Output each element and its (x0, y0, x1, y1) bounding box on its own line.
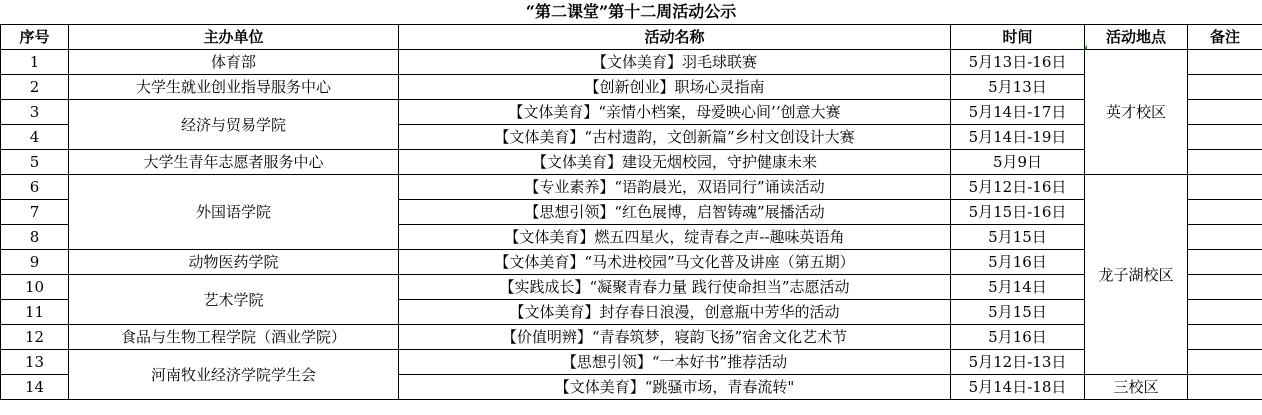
row-no: 14 (1, 375, 69, 400)
remark-cell (1188, 100, 1262, 125)
remark-cell (1188, 375, 1262, 400)
row-time: 5月15日 (951, 225, 1085, 250)
row-time: 5月14日-17日 (951, 100, 1085, 125)
row-no: 3 (1, 100, 69, 125)
row-name: 【文体美育】羽毛球联赛 (399, 50, 951, 75)
row-org: 大学生青年志愿者服务中心 (69, 150, 399, 175)
row-no: 2 (1, 75, 69, 100)
row-time: 5月14日 (951, 275, 1085, 300)
activity-table (0, 24, 1262, 400)
row-name: 【文体美育】建设无烟校园，守护健康未来 (399, 150, 951, 175)
header-row (1, 25, 1262, 50)
row-no: 10 (1, 275, 69, 300)
remark-cell (1188, 275, 1262, 300)
row-name: 【文体美育】“马术进校园”马文化普及讲座（第五期） (399, 250, 951, 275)
row-org: 河南牧业经济学院学生会 (69, 350, 399, 400)
row-org: 艺术学院 (69, 275, 399, 325)
row-no: 4 (1, 125, 69, 150)
row-org: 经济与贸易学院 (69, 100, 399, 150)
row-no: 7 (1, 200, 69, 225)
row-no: 1 (1, 50, 69, 75)
row-name: 【文体美育】“古村遗韵，文创新篇”乡村文创设计大赛 (399, 125, 951, 150)
table-row (1, 150, 1262, 175)
row-time: 5月12日-13日 (951, 350, 1085, 375)
row-name: 【文体美育】“跳骚市场，青春流转" (399, 375, 951, 400)
row-org: 食品与生物工程学院（酒业学院） (69, 325, 399, 350)
header-location: 活动地点 (1085, 25, 1188, 50)
remark-cell (1188, 325, 1262, 350)
row-no: 9 (1, 250, 69, 275)
row-time: 5月13日 (951, 75, 1085, 100)
page-title: “第二课堂”第十二周活动公示 (525, 2, 737, 21)
row-name: 【专业素养】“语韵晨光，双语同行”诵读活动 (399, 175, 951, 200)
table-row (1, 250, 1262, 275)
row-time: 5月16日 (951, 325, 1085, 350)
row-org: 动物医药学院 (69, 250, 399, 275)
header-time: 时间 (951, 25, 1085, 50)
remark-cell (1188, 150, 1262, 175)
row-time: 5月16日 (951, 250, 1085, 275)
remark-cell (1188, 300, 1262, 325)
location-cell: 龙子湖校区 (1085, 175, 1188, 375)
remark-cell (1188, 75, 1262, 100)
row-time: 5月15日-16日 (951, 200, 1085, 225)
row-name: 【文体美育】封存春日浪漫，创意瓶中芳华的活动 (399, 300, 951, 325)
row-no: 13 (1, 350, 69, 375)
row-time: 5月9日 (951, 150, 1085, 175)
row-name: 【思想引领】“一本好书”推荐活动 (399, 350, 951, 375)
table-row (1, 50, 1262, 75)
row-name: 【实践成长】“凝聚青春力量 践行使命担当”志愿活动 (399, 275, 951, 300)
table-row (1, 175, 1262, 200)
row-time: 5月14日-18日 (951, 375, 1085, 400)
header-remark: 备注 (1188, 25, 1262, 50)
row-name: 【价值明辨】“青春筑梦，寝韵飞扬”宿舍文化艺术节 (399, 325, 951, 350)
row-no: 8 (1, 225, 69, 250)
table-row (1, 75, 1262, 100)
row-no: 5 (1, 150, 69, 175)
remark-cell (1188, 175, 1262, 200)
table-row (1, 100, 1262, 125)
table-row (1, 350, 1262, 375)
row-name: 【创新创业】职场心灵指南 (399, 75, 951, 100)
remark-cell (1188, 350, 1262, 375)
row-time: 5月13日-16日 (951, 50, 1085, 75)
row-name: 【文体美育】“亲情小档案，母爱映心间’’创意大赛 (399, 100, 951, 125)
row-time: 5月14日-19日 (951, 125, 1085, 150)
remark-cell (1188, 225, 1262, 250)
table-row (1, 325, 1262, 350)
remark-cell (1188, 250, 1262, 275)
location-cell: 英才校区 (1085, 50, 1188, 175)
remark-cell (1188, 200, 1262, 225)
row-no: 6 (1, 175, 69, 200)
row-org: 大学生就业创业指导服务中心 (69, 75, 399, 100)
header-org: 主办单位 (69, 25, 399, 50)
row-org: 外国语学院 (69, 175, 399, 250)
header-name: 活动名称 (399, 25, 951, 50)
row-name: 【思想引领】“红色展博，启智铸魂”展播活动 (399, 200, 951, 225)
row-time: 5月12日-16日 (951, 175, 1085, 200)
row-no: 12 (1, 325, 69, 350)
location-cell: 三校区 (1085, 375, 1188, 400)
remark-cell (1188, 125, 1262, 150)
header-no: 序号 (1, 25, 69, 50)
row-name: 【文体美育】燃五四星火，绽青春之声--趣味英语角 (399, 225, 951, 250)
row-org: 体育部 (69, 50, 399, 75)
row-no: 11 (1, 300, 69, 325)
table-row (1, 275, 1262, 300)
remark-cell (1188, 50, 1262, 75)
row-time: 5月15日 (951, 300, 1085, 325)
